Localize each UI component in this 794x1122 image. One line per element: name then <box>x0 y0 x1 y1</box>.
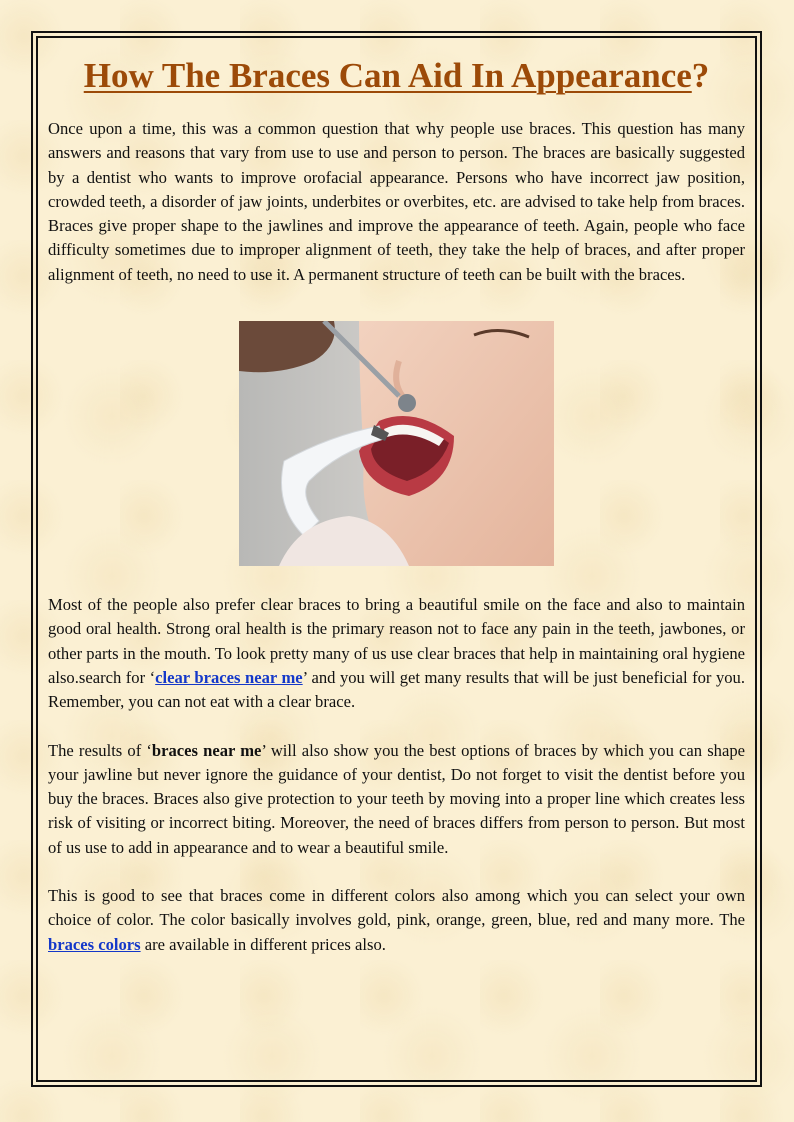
paragraph-clear-braces: Most of the people also prefer clear braces to bring a beautiful smile on the face and also to maintain good oral health. Strong oral health is the primary reason not to face any pain in the teeth, jawbones, or other parts in the mouth. To look pretty many of us use clear braces that help in maintaining oral hygiene also.search for ‘clear braces near me’ and you will get many results that will be just beneficial for you. Remember, you can not eat with a clear brace. <box>48 595 745 712</box>
paragraph-braces-colors: This is good to see that braces come in different colors also among which you can select your own choice of color. The color basically involves gold, pink, orange, green, blue, red and many more. The braces colors are available in different prices also. <box>48 886 745 954</box>
document-body <box>48 48 745 957</box>
braces-colors-link[interactable]: braces colors <box>48 934 141 954</box>
paragraph-intro: Once upon a time, this was a common question that why people use braces. This question has many answers and reasons that vary from use to use and person to person. The braces are basically suggested by a dentist who wants to improve orofacial appearance. Persons who have incorrect jaw position, crowded teeth, a disorder of jaw joints, underbites or overbites, etc. are advised to take help from braces. Braces give proper shape to the jawlines and improve the appearance of teeth. Again, people who face difficulty sometimes due to improper alignment of teeth, they take the help of braces, and after proper alignment of teeth, no need to use it. A permanent structure of teeth can be built with the braces. <box>48 119 745 284</box>
paragraph-braces-near-me: The results of ‘braces near me’ will also show you the best options of braces by which you can shape your jawline but never ignore the guidance of your dentist, Do not forget to visit the dentist before you buy the braces. Braces also give protection to your teeth by moving into a proper line which creates less risk of visiting or incorrect biting. Moreover, the need of braces differs from person to person. But most of us use to add in appearance and to wear a beautiful smile. <box>48 740 745 857</box>
clear-braces-near-me-link[interactable]: clear braces near me <box>155 667 303 687</box>
page-title: How The Braces Can Aid In Appearance? <box>83 56 710 95</box>
dental-cleaning-image <box>239 321 554 566</box>
dental-photo <box>239 321 554 566</box>
braces-near-me-keyword: braces near me <box>151 740 262 760</box>
